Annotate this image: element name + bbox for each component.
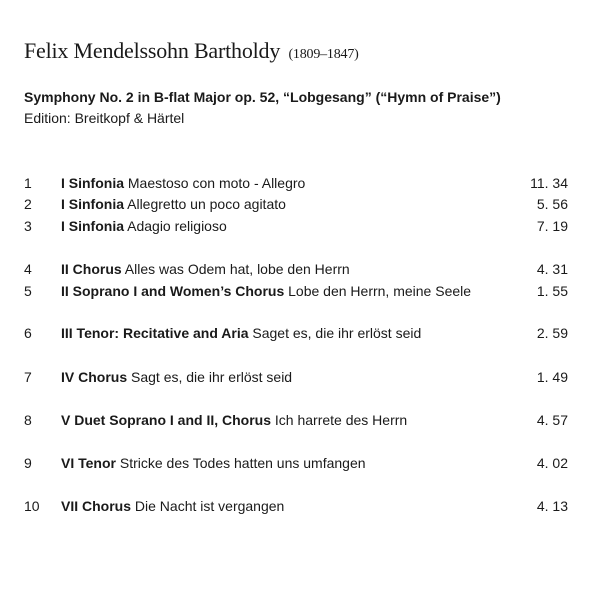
track-part: II Chorus xyxy=(61,261,122,277)
track-duration: 4. 31 xyxy=(536,261,568,277)
track-number: 8 xyxy=(24,412,32,428)
track-duration: 4. 57 xyxy=(536,412,568,428)
track-row xyxy=(0,367,600,387)
composer-heading xyxy=(24,38,359,64)
track-description xyxy=(61,259,350,279)
track-part: I Sinfonia xyxy=(61,196,124,212)
track-row xyxy=(0,259,600,279)
track-number: 10 xyxy=(24,498,40,514)
track-title: Ich harrete des Herrn xyxy=(274,412,408,428)
track-part: IV Chorus xyxy=(61,369,128,385)
track-part: II Soprano I and Women’s Chorus xyxy=(61,283,285,299)
track-number: 5 xyxy=(24,283,32,299)
track-title: Adagio religioso xyxy=(127,218,227,234)
track-description xyxy=(61,367,292,387)
track-description xyxy=(61,194,286,214)
track-row xyxy=(0,281,600,301)
track-title: Allegretto un poco agitato xyxy=(127,196,286,212)
track-part: VII Chorus xyxy=(61,498,132,514)
track-number: 7 xyxy=(24,369,32,385)
edition-line: Edition: Breitkopf & Härtel xyxy=(24,110,185,126)
track-number: 9 xyxy=(24,455,32,471)
track-number: 4 xyxy=(24,261,32,277)
track-row xyxy=(0,453,600,473)
track-part: I Sinfonia xyxy=(61,175,124,191)
work-title: Symphony No. 2 in B-flat Major op. 52, “Lobgesang” (“Hymn of Praise”) xyxy=(24,89,501,105)
track-description xyxy=(61,281,471,301)
track-title: Saget es, die ihr erlöst seid xyxy=(252,325,422,341)
track-number: 2 xyxy=(24,196,32,212)
track-description xyxy=(61,410,407,430)
track-description xyxy=(61,216,227,236)
track-part: III Tenor: Recitative and Aria xyxy=(61,325,249,341)
track-number: 6 xyxy=(24,325,32,341)
track-title: Maestoso con moto - Allegro xyxy=(127,175,306,191)
track-description xyxy=(61,453,366,473)
track-description xyxy=(61,173,305,193)
track-title: Lobe den Herrn, meine Seele xyxy=(288,283,472,299)
track-duration: 7. 19 xyxy=(536,218,568,234)
track-description xyxy=(61,496,284,516)
track-number: 1 xyxy=(24,175,32,191)
track-duration: 11. 34 xyxy=(530,175,568,191)
track-row xyxy=(0,496,600,516)
track-row xyxy=(0,194,600,214)
track-title: Stricke des Todes hatten uns umfangen xyxy=(119,455,366,471)
track-title: Alles was Odem hat, lobe den Herrn xyxy=(124,261,350,277)
track-description xyxy=(61,323,421,343)
track-duration: 5. 56 xyxy=(536,196,568,212)
track-title: Die Nacht ist vergangen xyxy=(134,498,285,514)
track-duration: 1. 49 xyxy=(536,369,568,385)
track-part: V Duet Soprano I and II, Chorus xyxy=(61,412,272,428)
track-row xyxy=(0,323,600,343)
track-part: I Sinfonia xyxy=(61,218,124,234)
track-title: Sagt es, die ihr erlöst seid xyxy=(131,369,293,385)
track-row xyxy=(0,173,600,193)
track-part: VI Tenor xyxy=(61,455,116,471)
composer-dates: (1809–1847) xyxy=(288,47,359,62)
track-duration: 4. 13 xyxy=(536,498,568,514)
track-row xyxy=(0,216,600,236)
track-duration: 1. 55 xyxy=(536,283,568,299)
track-row xyxy=(0,410,600,430)
composer-name: Felix Mendelssohn Bartholdy xyxy=(24,38,281,63)
track-duration: 4. 02 xyxy=(536,455,568,471)
track-number: 3 xyxy=(24,218,32,234)
track-duration: 2. 59 xyxy=(536,325,568,341)
